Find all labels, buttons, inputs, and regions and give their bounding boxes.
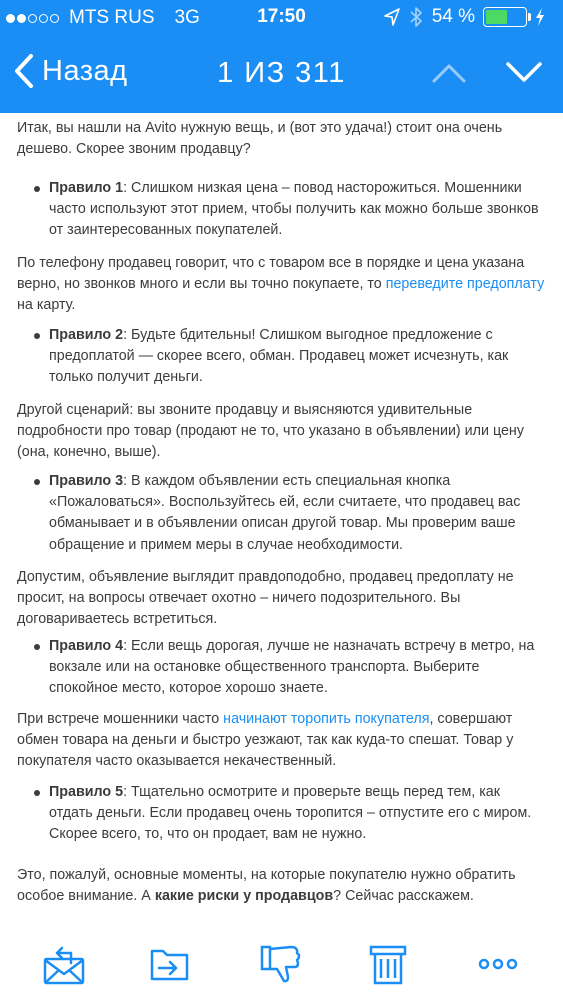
rule-1 <box>49 178 544 242</box>
dislike-icon <box>258 941 304 987</box>
reply-button[interactable] <box>40 940 88 988</box>
rule-2-title: Правило 2 <box>49 327 124 343</box>
paragraph-meeting <box>17 567 549 631</box>
rule-1-text: : Слишком низкая цена – повод насторожиться. Мошенники часто используют этот прием, чтобы получить как можно больше звонков от заинтересованных покупателей. <box>49 180 539 239</box>
rule-4-text: : Если вещь дорогая, лучше не назначать встречу в метро, на вокзале или на остановке общественного транспорта. Выберите спокойное место, которое хорошо знаете. <box>49 638 535 697</box>
carrier-name: MTS RUS <box>69 7 155 28</box>
hurry-buyer-link[interactable]: начинают торопить покупателя <box>223 711 430 727</box>
move-to-folder-button[interactable] <box>146 940 194 988</box>
trash-icon <box>365 941 411 987</box>
paragraph-prepayment <box>17 253 549 317</box>
bottom-toolbar <box>0 930 563 1000</box>
paragraph-hurry <box>17 709 549 773</box>
rule-5 <box>49 782 544 846</box>
paragraph-scenario-text: Другой сценарий: вы звоните продавцу и выясняются удивительные подробности про товар (продают не то, что указано в объявлении) или цену (она, конечно, выше). <box>17 402 524 461</box>
rule-4-title: Правило 4 <box>49 638 124 654</box>
back-label: Назад <box>42 54 128 87</box>
navigation-bar <box>0 36 563 113</box>
rule-3-title: Правило 3 <box>49 473 124 489</box>
paragraph-prepayment-text: По телефону продавец говорит, что с товаром все в порядке и цена указана верно, но звонков много и если вы точно покупаете, то <box>17 255 525 293</box>
top-bar <box>0 0 563 113</box>
chevron-up-icon <box>431 62 467 84</box>
bullet <box>34 479 40 485</box>
battery-level <box>486 10 507 24</box>
paragraph-meeting-text: Допустим, объявление выглядит правдоподобно, продавец предоплату не просит, на вопросы отвечает охотно – ничего подозрительного. Вы договариваетесь встретиться. <box>17 569 514 628</box>
paragraph-hurry-tail: , совершают обмен товара на деньги и быстро уезжают, так как куда-то спешат. Товар у покупателя часто оказывается некачественный. <box>17 711 514 770</box>
rule-1-title: Правило 1 <box>49 180 124 196</box>
paragraph-intro <box>17 118 549 160</box>
status-right <box>384 6 555 28</box>
more-button[interactable] <box>474 940 522 988</box>
network-type: 3G <box>174 7 200 28</box>
paragraph-conclusion-text: Это, пожалуй, основные моменты, на которые покупателю нужно обратить особое внимание. А <box>17 867 516 905</box>
bullet <box>34 644 40 650</box>
reply-mail-icon <box>41 941 87 987</box>
prepayment-link[interactable]: переведите предоплату <box>385 276 545 293</box>
rule-2 <box>49 325 544 389</box>
rule-5-title: Правило 5 <box>49 784 124 800</box>
charging-bolt-icon <box>535 8 545 26</box>
delete-button[interactable] <box>364 940 412 988</box>
rule-4 <box>49 636 544 700</box>
battery-percent: 54 % <box>431 6 475 27</box>
paragraph-conclusion <box>17 865 549 907</box>
seller-risks-text: какие риски у продавцов <box>154 888 334 905</box>
rule-5-text: : Тщательно осмотрите и проверьте вещь перед тем, как отдать деньги. Если продавец очень торопится – отпустите его с миром. Скорее всего, то, что он продает, вам не нужно. <box>49 784 532 843</box>
rule-2-text: : Будьте бдительны! Слишком выгодное предложение с предоплатой — скорее всего, обман. Продавец может исчезнуть, как только получит деньги. <box>49 327 509 386</box>
previous-message-button[interactable] <box>431 62 467 89</box>
location-arrow-icon <box>384 8 400 26</box>
rule-3 <box>49 471 544 556</box>
message-counter: 1 ИЗ 311 <box>217 57 346 89</box>
dislike-button[interactable] <box>257 940 305 988</box>
move-to-folder-icon <box>147 941 193 987</box>
bullet <box>34 790 40 796</box>
more-icon <box>475 941 521 987</box>
paragraph-intro-text: Итак, вы нашли на Avito нужную вещь, и (вот это удача!) стоит она очень дешево. Скорее звоним продавцу? <box>17 120 503 158</box>
rule-3-text: : В каждом объявлении есть специальная кнопка «Пожаловаться». Воспользуйтесь ей, если считаете, что продавец вас обманывает и в объявлении описан другой товар. Мы проверим ваше обращение и примем меры в случае необходимости. <box>49 473 521 553</box>
paragraph-hurry-text: При встрече мошенники часто <box>17 711 224 727</box>
status-bar <box>0 0 563 36</box>
next-message-button[interactable] <box>505 60 543 89</box>
bullet <box>34 186 40 192</box>
status-time: 17:50 <box>257 6 306 27</box>
battery-icon <box>483 7 531 27</box>
paragraph-scenario <box>17 400 549 464</box>
paragraph-prepayment-tail: на карту. <box>17 297 76 314</box>
chevron-down-icon <box>505 60 543 84</box>
bluetooth-icon <box>410 6 422 28</box>
paragraph-conclusion-tail: ? Сейчас расскажем. <box>333 888 474 905</box>
bullet <box>34 333 40 339</box>
